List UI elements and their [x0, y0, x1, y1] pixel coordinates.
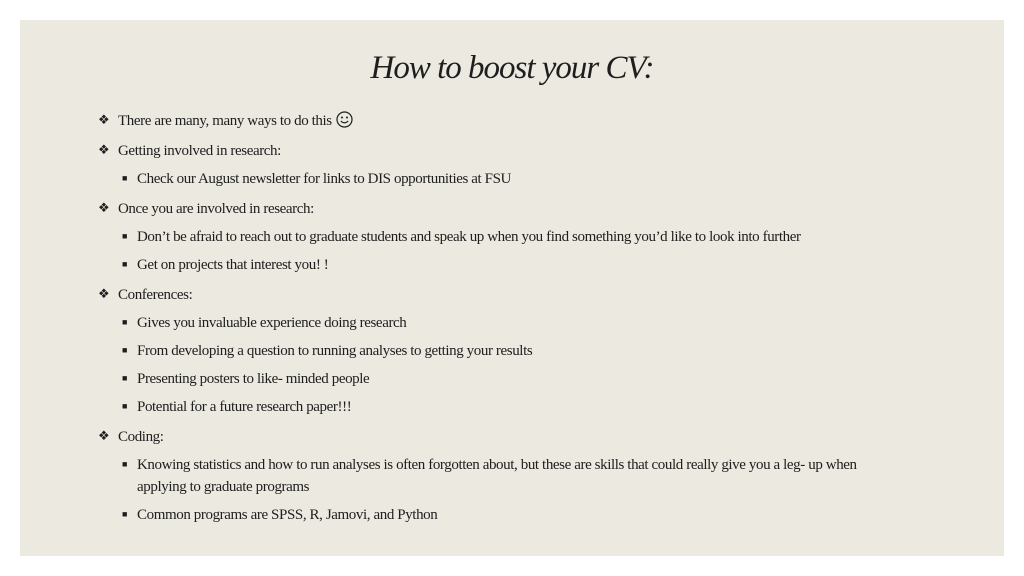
sub-list-item — [122, 368, 978, 390]
square-bullet-icon: ■ — [122, 373, 128, 383]
sub-list-item — [122, 226, 978, 248]
sub-list-item — [122, 312, 978, 334]
square-bullet-icon: ■ — [122, 259, 128, 269]
diamond-cluster-bullet-icon: ❖ — [98, 428, 110, 443]
sub-list-item-text: Knowing statistics and how to run analyses is often forgotten about, but these are skills that could really give you a leg- up when applying to graduate programs — [137, 457, 857, 495]
diamond-cluster-bullet-icon: ❖ — [98, 200, 110, 215]
list-item — [98, 284, 978, 306]
square-bullet-icon: ■ — [122, 509, 128, 519]
sub-list-item — [122, 504, 978, 526]
list-item — [98, 426, 978, 448]
diamond-cluster-bullet-icon: ❖ — [98, 142, 110, 157]
sub-list-item-text: Gives you invaluable experience doing research — [137, 315, 407, 331]
square-bullet-icon: ■ — [122, 173, 128, 183]
list-item-text: Once you are involved in research: — [118, 201, 314, 217]
sub-list-item — [122, 254, 978, 276]
list-item-text: There are many, many ways to do this — [118, 110, 353, 132]
slide — [20, 20, 1004, 556]
list-item — [98, 110, 978, 132]
list-item-text: Getting involved in research: — [118, 143, 281, 159]
square-bullet-icon: ■ — [122, 317, 128, 327]
sub-list-item-text: From developing a question to running analyses to getting your results — [137, 343, 533, 359]
smiley-icon — [336, 111, 353, 128]
list-item-text: Conferences: — [118, 287, 193, 303]
square-bullet-icon: ■ — [122, 459, 128, 469]
sub-list-item-text: Check our August newsletter for links to DIS opportunities at FSU — [137, 171, 511, 187]
sub-list-item — [122, 340, 978, 362]
slide-title: How to boost your CV: — [370, 50, 654, 86]
sub-list-item-text: Potential for a future research paper!!! — [137, 399, 352, 415]
list-item-text: Coding: — [118, 429, 164, 445]
sub-list-item-text: Don’t be afraid to reach out to graduate students and speak up when you find something you’d like to look into further — [137, 229, 801, 245]
square-bullet-icon: ■ — [122, 401, 128, 411]
square-bullet-icon: ■ — [122, 345, 128, 355]
list-item — [98, 140, 978, 162]
diamond-cluster-bullet-icon: ❖ — [98, 286, 110, 301]
sub-list-item-text: Common programs are SPSS, R, Jamovi, and Python — [137, 507, 438, 523]
sub-list-item — [122, 454, 978, 498]
list-item — [98, 198, 978, 220]
bullet-list — [98, 110, 978, 526]
sub-list-item-text: Get on projects that interest you! ! — [137, 257, 329, 273]
sub-list-item-text: Presenting posters to like- minded people — [137, 371, 370, 387]
sub-list-item — [122, 396, 978, 418]
square-bullet-icon: ■ — [122, 231, 128, 241]
diamond-cluster-bullet-icon: ❖ — [98, 112, 110, 127]
sub-list-item — [122, 168, 978, 190]
